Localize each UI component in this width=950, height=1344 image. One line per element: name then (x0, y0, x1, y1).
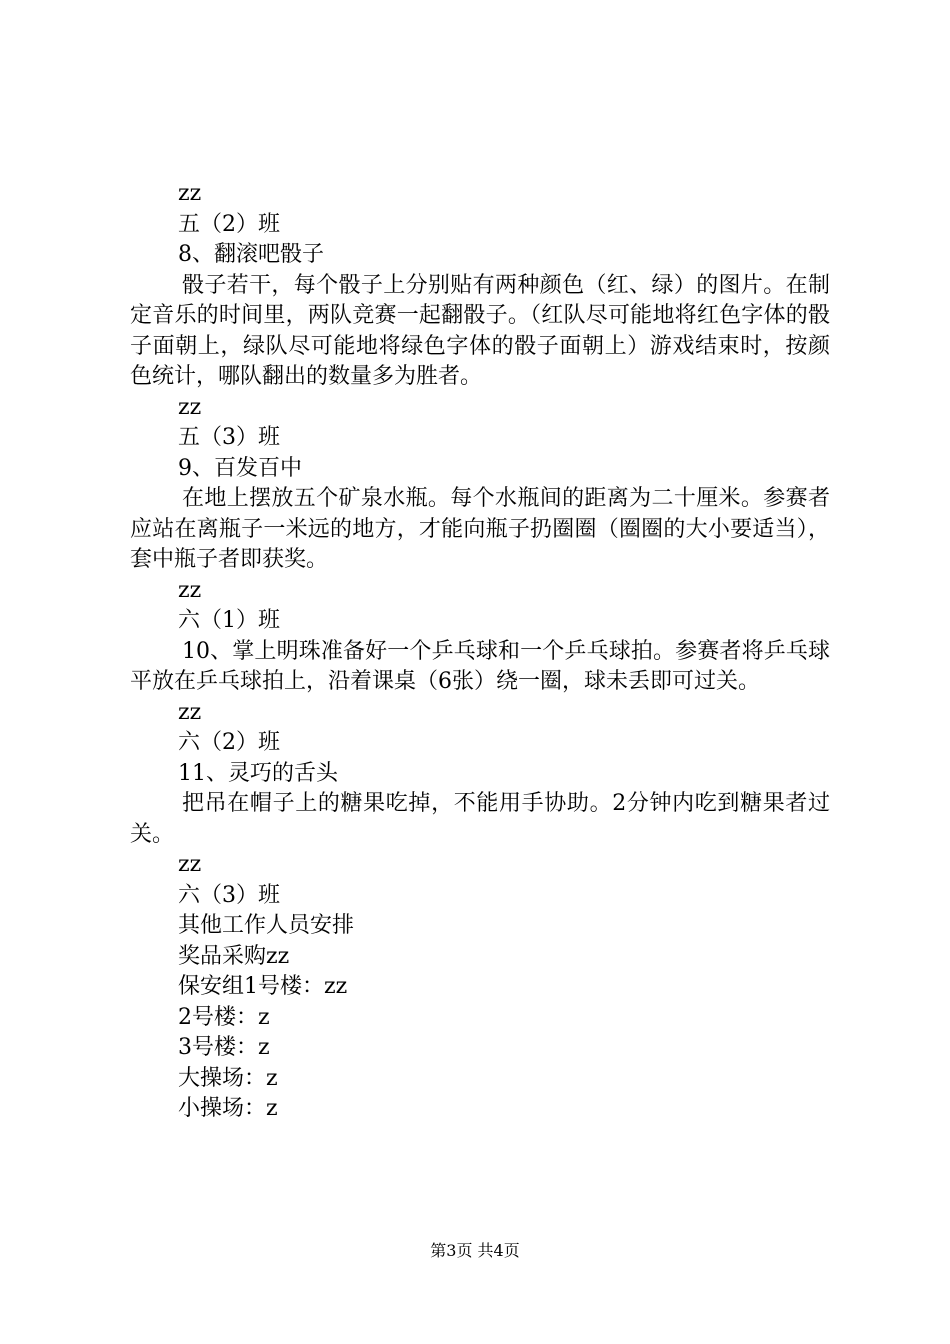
section-heading: 其他工作人员安排 (178, 913, 355, 938)
paragraph: 10、掌上明珠准备好一个乒乓球和一个乒乓球拍。参赛者将乒乓球平放在乒乓球拍上，沿着课桌（6张）绕一圈，球未丢即可过关。 (130, 638, 830, 694)
section-heading: 11、灵巧的舌头 (178, 760, 338, 786)
text-line: 六（3）班 (178, 882, 280, 908)
paragraph: 在地上摆放五个矿泉水瓶。每个水瓶间的距离为二十厘米。参赛者应站在离瓶子一米远的地方，才能向瓶子扔圈圈（圈圈的大小要适当），套中瓶子者即获奖。 (130, 486, 830, 572)
section-heading: 8、翻滚吧骰子 (178, 242, 324, 267)
text-line: zz (178, 394, 202, 420)
paragraph: 骰子若干，每个骰子上分别贴有两种颜色（红、绿）的图片。在制定音乐的时间里，两队竞赛一起翻骰子。（红队尽可能地将红色字体的骰子面朝上，绿队尽可能地将绿色字体的骰子面朝上）游戏结束时，按颜色统计，哪队翻出的数量多为胜者。 (130, 272, 830, 389)
text-line: 六（1）班 (178, 608, 280, 633)
document-body (130, 179, 830, 1125)
text-line: 2号楼：z (178, 1004, 270, 1030)
text-line: 大操场：z (178, 1065, 278, 1091)
text-line: 六（2）班 (178, 730, 280, 755)
text-line: zz (178, 181, 202, 206)
text-line: 五（2）班 (178, 211, 280, 237)
page-footer: 第3页 共4页 (430, 1241, 520, 1260)
text-line: zz (178, 577, 202, 603)
text-line: zz (178, 852, 202, 877)
text-line: 小操场：z (178, 1096, 278, 1121)
text-line: 3号楼：z (178, 1035, 270, 1060)
text-line: 奖品采购zz (178, 943, 290, 969)
text-line: zz (178, 699, 202, 725)
paragraph: 把吊在帽子上的糖果吃掉，不能用手协助。2分钟内吃到糖果者过关。 (130, 791, 830, 847)
text-line: 五（3）班 (178, 425, 280, 450)
text-line: 保安组1号楼：zz (178, 974, 348, 999)
section-heading: 9、百发百中 (178, 455, 302, 481)
